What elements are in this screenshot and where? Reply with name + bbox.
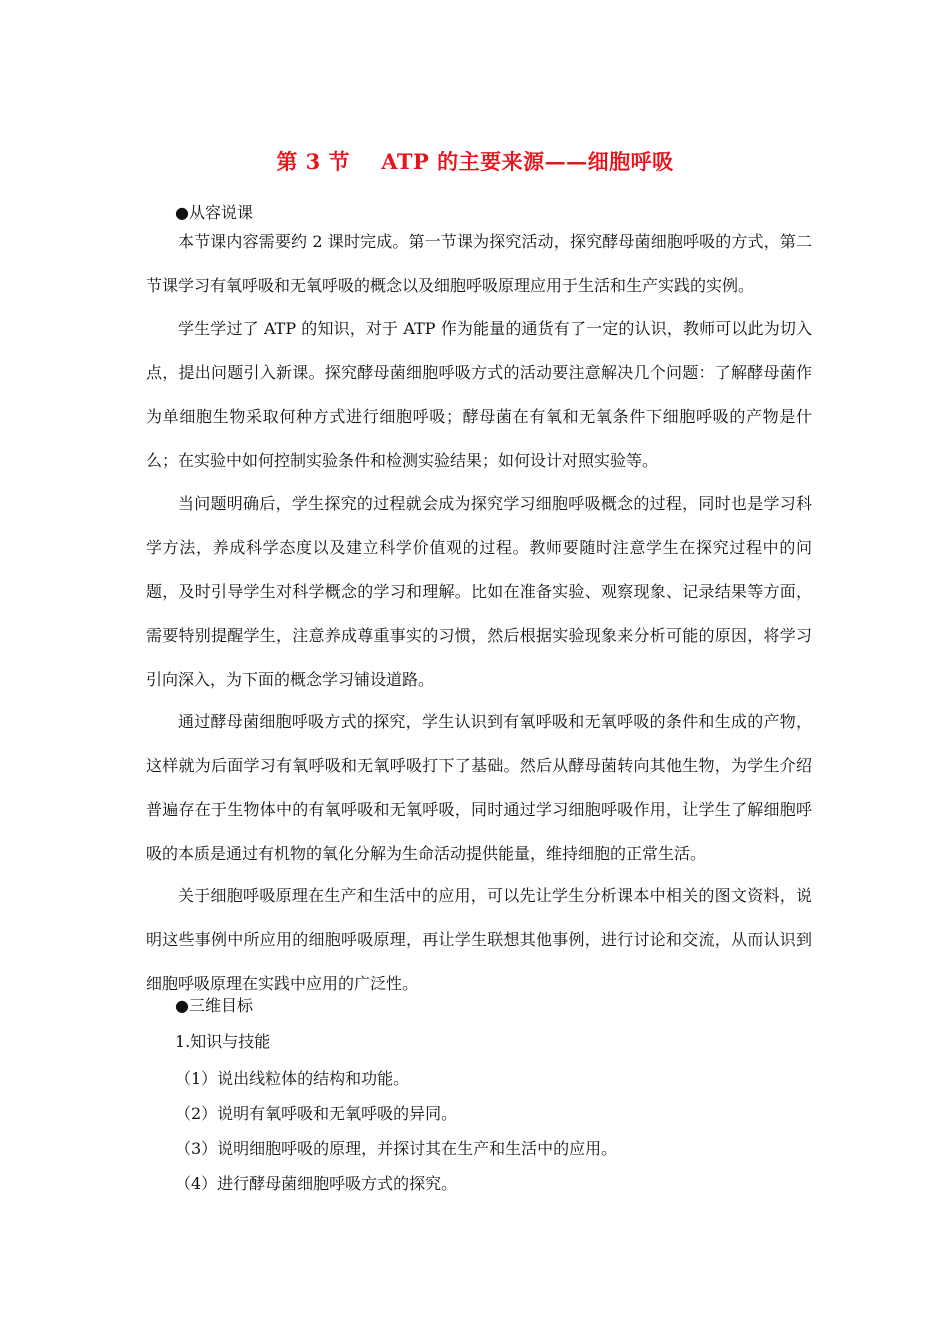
list-item: （2）说明有氧呼吸和无氧呼吸的异同。	[175, 1104, 458, 1123]
paragraph: 关于细胞呼吸原理在生产和生活中的应用，可以先让学生分析课本中相关的图文资料，说明这些事例中所应用的细胞呼吸原理，再让学生联想其他事例，进行讨论和交流，从而认识到细胞呼吸原理在实践中应用的广泛性。	[146, 886, 812, 993]
paragraph: 学生学过了 ATP 的知识，对于 ATP 作为能量的通货有了一定的认识，教师可以此为切入点，提出问题引入新课。探究酵母菌细胞呼吸方式的活动要注意解决几个问题：了解酵母菌作为单细胞生物采取何种方式进行细胞呼吸；酵母菌在有氧和无氧条件下细胞呼吸的产物是什么；在实验中如何控制实验条件和检测实验结果；如何设计对照实验等。	[146, 319, 812, 470]
section-heading-lesson-intro: ●从容说课	[175, 203, 253, 222]
page-title: 第 3 节 ATP 的主要来源——细胞呼吸	[276, 149, 674, 174]
paragraph: 本节课内容需要约 2 课时完成。第一节课为探究活动，探究酵母菌细胞呼吸的方式，第二节课学习有氧呼吸和无氧呼吸的概念以及细胞呼吸原理应用于生活和生产实践的实例。	[146, 232, 812, 295]
list-item: （3）说明细胞呼吸的原理，并探讨其在生产和生活中的应用。	[175, 1139, 618, 1158]
subheading-knowledge-skills: 1.知识与技能	[175, 1032, 271, 1051]
list-item: （4）进行酵母菌细胞呼吸方式的探究。	[175, 1174, 458, 1193]
paragraph: 当问题明确后，学生探究的过程就会成为探究学习细胞呼吸概念的过程，同时也是学习科学方法，养成科学态度以及建立科学价值观的过程。教师要随时注意学生在探究过程中的问题，及时引导学生对科学概念的学习和理解。比如在准备实验、观察现象、记录结果等方面，需要特别提醒学生，注意养成尊重事实的习惯，然后根据实验现象来分析可能的原因，将学习引向深入，为下面的概念学习铺设道路。	[146, 494, 812, 689]
section-heading-objectives: ●三维目标	[175, 996, 253, 1015]
paragraph: 通过酵母菌细胞呼吸方式的探究，学生认识到有氧呼吸和无氧呼吸的条件和生成的产物，这样就为后面学习有氧呼吸和无氧呼吸打下了基础。然后从酵母菌转向其他生物，为学生介绍普遍存在于生物体中的有氧呼吸和无氧呼吸，同时通过学习细胞呼吸作用，让学生了解细胞呼吸的本质是通过有机物的氧化分解为生命活动提供能量，维持细胞的正常生活。	[146, 712, 812, 863]
list-item: （1）说出线粒体的结构和功能。	[175, 1069, 410, 1088]
